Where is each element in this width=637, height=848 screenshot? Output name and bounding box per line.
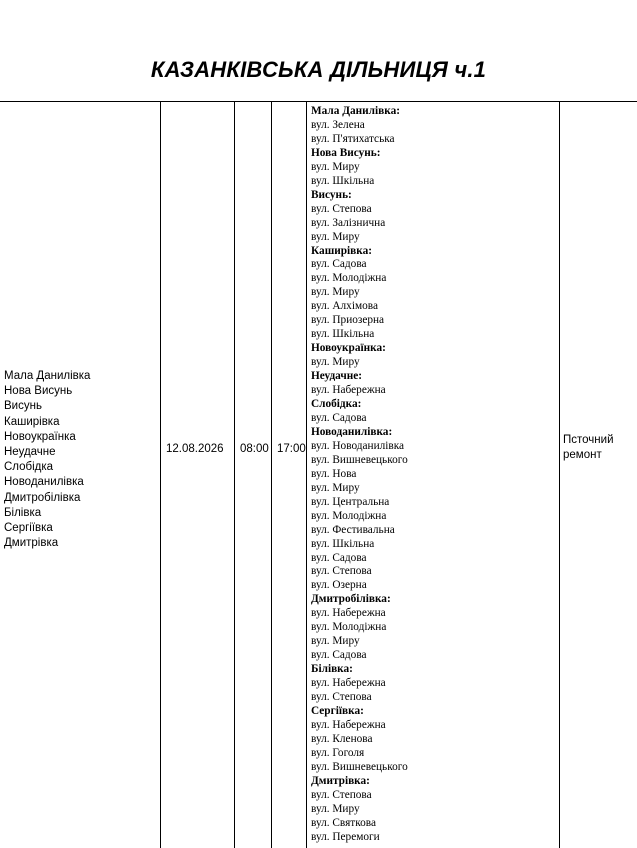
work-type-cell (563, 433, 633, 463)
locality-heading: Дмитробілівка: (311, 593, 391, 606)
settlement-name: Дмитробілівка (4, 491, 81, 504)
column-divider (160, 101, 161, 848)
street-name: вул. П'ятихатська (311, 132, 395, 145)
locality-heading: Новоукраїнка: (311, 342, 386, 355)
street-name: вул. Набережна (311, 677, 386, 690)
street-name: вул. Озерна (311, 579, 367, 592)
settlement-name: Новоукраїнка (4, 430, 76, 443)
locality-heading: Нова Висунь: (311, 146, 381, 159)
street-name: вул. Садова (311, 258, 367, 271)
work-type-line: ремонт (563, 449, 602, 461)
street-name: вул. Миру (311, 230, 360, 243)
column-divider (271, 101, 272, 848)
street-name: вул. Нова (311, 467, 357, 480)
time-to-cell: 17:00 (277, 443, 306, 455)
street-name: вул. Миру (311, 481, 360, 494)
settlement-name: Каширівка (4, 415, 60, 428)
locality-heading: Дмитрівка: (311, 774, 370, 787)
street-name: вул. Степова (311, 788, 372, 801)
settlement-name: Новоданилівка (4, 476, 84, 489)
street-name: вул. Вишневецького (311, 760, 408, 773)
street-name: вул. Степова (311, 202, 372, 215)
settlements-cell (4, 369, 160, 551)
street-name: вул. Садова (311, 649, 367, 662)
street-name: вул. Зелена (311, 118, 365, 131)
street-name: вул. Набережна (311, 607, 386, 620)
street-name: вул. Шкільна (311, 537, 375, 550)
street-name: вул. Новоданилівка (311, 439, 405, 452)
locality-heading: Висунь: (311, 188, 352, 201)
settlement-name: Слобідка (4, 461, 54, 474)
locality-heading: Сергіївка: (311, 704, 364, 717)
street-name: вул. Святкова (311, 816, 377, 829)
settlement-name: Неудачне (4, 446, 56, 459)
street-name: вул. Приозерна (311, 314, 385, 327)
street-name: вул. Кленова (311, 732, 373, 745)
settlement-name: Дмитрівка (4, 537, 59, 550)
street-name: вул. Шкільна (311, 174, 375, 187)
street-name: вул. Залізнична (311, 216, 386, 229)
street-name: вул. Центральна (311, 495, 390, 508)
street-name: вул. Садова (311, 411, 367, 424)
locality-heading: Слобідка: (311, 398, 362, 411)
settlement-name: Висунь (4, 400, 42, 413)
street-name: вул. Миру (311, 635, 360, 648)
locality-heading: Мала Данилівка: (311, 105, 400, 117)
addresses-cell (311, 105, 557, 845)
settlement-name: Білівка (4, 506, 42, 519)
column-divider (559, 101, 560, 848)
column-divider (306, 101, 307, 848)
street-name: вул. Набережна (311, 384, 386, 397)
street-name: вул. Шкільна (311, 328, 375, 341)
time-from-cell: 08:00 (240, 443, 269, 455)
locality-heading: Білівка: (311, 663, 353, 676)
street-name: вул. Алхімова (311, 300, 378, 313)
street-name: вул. Набережна (311, 718, 386, 731)
street-name: вул. Гоголя (311, 746, 365, 759)
settlement-name: Нова Висунь (4, 385, 73, 398)
locality-heading: Новоданилівка: (311, 425, 393, 438)
street-name: вул. Молодіжна (311, 272, 387, 285)
street-name: вул. Степова (311, 691, 372, 704)
work-type-line: Псточний (563, 434, 614, 446)
page-title: КАЗАНКІВСЬКА ДІЛЬНИЦЯ ч.1 (150, 57, 487, 82)
street-name: вул. Миру (311, 286, 360, 299)
street-name: вул. Молодіжна (311, 509, 387, 522)
street-name: вул. Миру (311, 160, 360, 173)
table-top-border (0, 101, 637, 102)
street-name: вул. Вишневецького (311, 453, 408, 466)
column-divider (234, 101, 235, 848)
street-name: вул. Миру (311, 356, 360, 369)
date-cell: 12.08.2026 (166, 443, 224, 455)
street-name: вул. Перемоги (311, 830, 380, 843)
street-name: вул. Садова (311, 551, 367, 564)
street-name: вул. Миру (311, 802, 360, 815)
street-name: вул. Молодіжна (311, 621, 387, 634)
locality-heading: Каширівка: (311, 244, 373, 257)
street-name: вул. Степова (311, 565, 372, 578)
street-name: вул. Фестивальна (311, 523, 395, 536)
settlement-name: Мала Данилівка (4, 370, 91, 382)
locality-heading: Неудачне: (311, 370, 363, 383)
settlement-name: Сергіївка (4, 522, 53, 535)
